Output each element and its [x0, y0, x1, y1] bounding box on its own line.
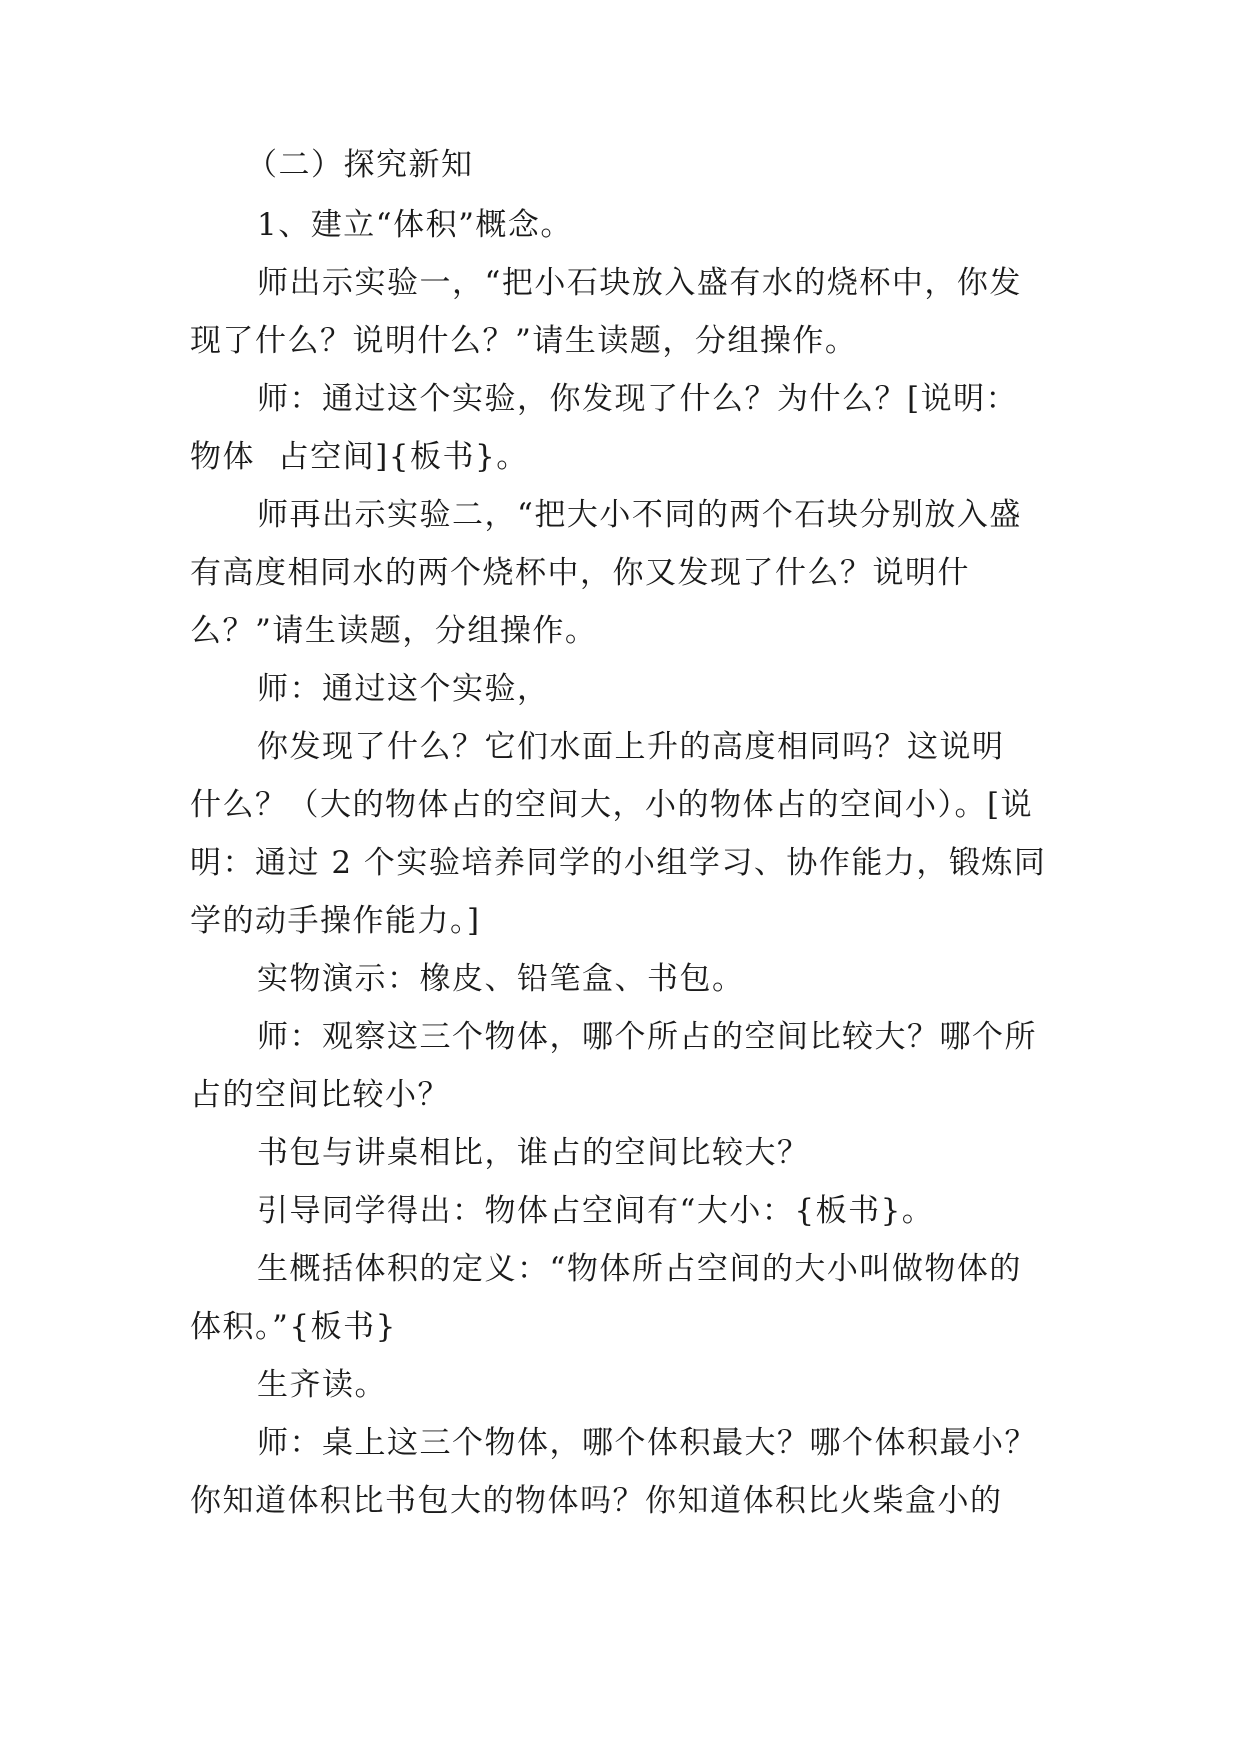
paragraph-line: 你知道体积比书包大的物体吗？你知道体积比火柴盒小的: [190, 1483, 1003, 1519]
paragraph-line: 明：通过 2 个实验培养同学的小组学习、协作能力，锻炼同: [190, 845, 1047, 881]
paragraph-line: 师再出示实验二，“把大小不同的两个石块分别放入盛: [257, 497, 1022, 533]
paragraph-line: 学的动手操作能力。]: [190, 903, 481, 939]
paragraph-line: 有高度相同水的两个烧杯中，你又发现了什么？说明什: [190, 555, 970, 591]
paragraph-line: 体积。”{板书}: [190, 1309, 397, 1345]
paragraph-line: 你发现了什么？它们水面上升的高度相同吗？这说明: [257, 729, 1005, 765]
subsection-heading: 1、建立“体积”概念。: [257, 207, 573, 243]
paragraph-line: 师：观察这三个物体，哪个所占的空间比较大？哪个所: [257, 1019, 1037, 1055]
paragraph-line: 实物演示：橡皮、铅笔盒、书包。: [257, 961, 745, 997]
section-heading: （二）探究新知: [246, 147, 474, 183]
paragraph-line: 么？”请生读题，分组操作。: [190, 613, 598, 649]
paragraph-line: 引导同学得出：物体占空间有“大小：{板书}。: [257, 1193, 935, 1229]
paragraph-line: 物体 占空间]{板书}。: [190, 439, 529, 475]
paragraph-line: 师：通过这个实验，你发现了什么？为什么？[说明：: [257, 381, 1019, 417]
paragraph-line: 生齐读。: [257, 1367, 387, 1403]
paragraph-line: 生概括体积的定义：“物体所占空间的大小叫做物体的: [257, 1251, 1022, 1287]
paragraph-line: 占的空间比较小？: [190, 1077, 450, 1113]
paragraph-line: 师出示实验一，“把小石块放入盛有水的烧杯中，你发: [257, 265, 1022, 301]
paragraph-line: 书包与讲桌相比，谁占的空间比较大？: [257, 1135, 810, 1171]
paragraph-line: 师：通过这个实验，: [257, 671, 550, 707]
paragraph-line: 什么？（大的物体占的空间大，小的物体占的空间小）。[说: [190, 787, 1034, 823]
paragraph-line: 现了什么？说明什么？”请生读题，分组操作。: [190, 323, 858, 359]
paragraph-line: 师：桌上这三个物体，哪个体积最大？哪个体积最小？: [257, 1425, 1037, 1461]
